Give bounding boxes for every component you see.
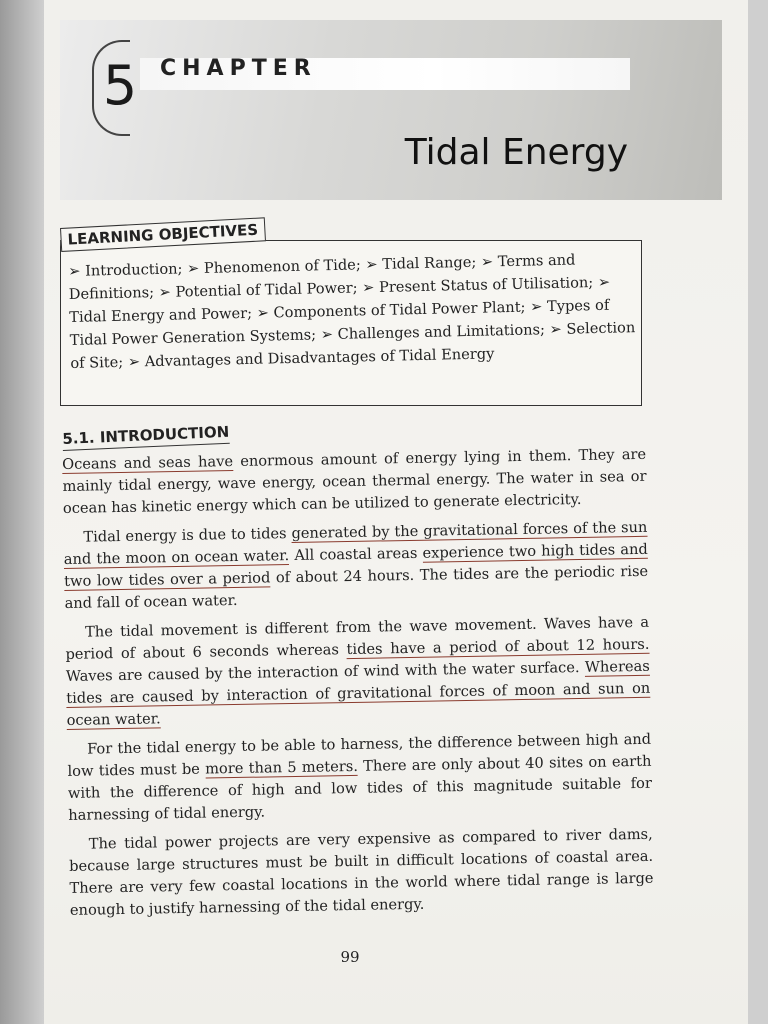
learning-objectives-text: ➢ Introduction; ➢ Phenomenon of Tide; ➢ Tidal Range; ➢ Terms and Definitions; ➢ Potential of Tidal Power; ➢ Present Status of Utilisation; ➢ Tidal Energy and Power; ➢ Components of Tidal Power Plant; ➢ Types of Tidal Power Generation Systems; ➢ Challenges and Limitations; ➢ Selection of Site; ➢ Advantages and Disadvantages of Tidal Energy <box>68 251 636 372</box>
underlined-phrase: experience two high tides and two low tides over a period <box>64 540 648 590</box>
paragraph-2 <box>63 517 648 615</box>
paragraph-text: Waves are caused by the interaction of wind with the water surface. <box>65 658 586 685</box>
chapter-number: 5 <box>102 54 138 117</box>
underlined-phrase: Oceans and seas have <box>62 453 234 473</box>
underlined-phrase: tides have a period of about 12 hours. <box>346 635 650 659</box>
paragraph-text: The tidal power projects are very expensive as compared to river dams, because large structures must be built in difficult locations of coastal area. There are very few coastal locations in the world where tidal range is large enough to justify harnessing of the tidal energy. <box>69 825 654 919</box>
paragraph-text: enormous amount of energy lying in them. They are mainly tidal energy, wave energy, ocean thermal energy. The water in sea or ocean has kinetic energy which can be utilized to generate electricity. <box>62 445 647 517</box>
paragraph-4 <box>67 729 652 827</box>
chapter-header-band <box>60 20 722 200</box>
underlined-phrase: Whereas tides are caused by interaction of gravitational forces of moon and sun on ocean water. <box>66 657 651 729</box>
paragraph-5 <box>69 824 654 922</box>
paragraph-text: All coastal areas <box>289 544 423 565</box>
paragraph-3 <box>65 612 651 732</box>
paragraph-text: For the tidal energy to be able to harness, the difference between high and low tides must be <box>67 730 652 780</box>
page-number: 99 <box>340 948 360 966</box>
section-heading: 5.1. INTRODUCTION <box>62 423 230 451</box>
book-gutter-shadow <box>0 0 48 1024</box>
chapter-title: Tidal Energy <box>404 132 628 173</box>
paragraph-text: Tidal energy is due to tides <box>83 525 292 546</box>
paragraph-1 <box>62 444 647 520</box>
underlined-phrase: more than 5 meters. <box>204 757 359 778</box>
chapter-label: CHAPTER <box>160 56 317 81</box>
paragraph-text: of about 24 hours. The tides are the periodic rise and fall of ocean water. <box>64 562 649 612</box>
paragraph-text: There are only about 40 sites on earth with the difference of high and low tides of this magnitude suitable for harnessing of tidal energy. <box>67 752 652 824</box>
body-text <box>62 444 654 929</box>
paragraph-text: The tidal movement is different from the wave movement. Waves have a period of about 6 seconds whereas <box>65 613 650 663</box>
underlined-phrase: generated by the gravitational forces of the sun and the moon on ocean water. <box>63 518 648 568</box>
learning-objectives-heading: LEARNING OBJECTIVES <box>60 217 266 252</box>
